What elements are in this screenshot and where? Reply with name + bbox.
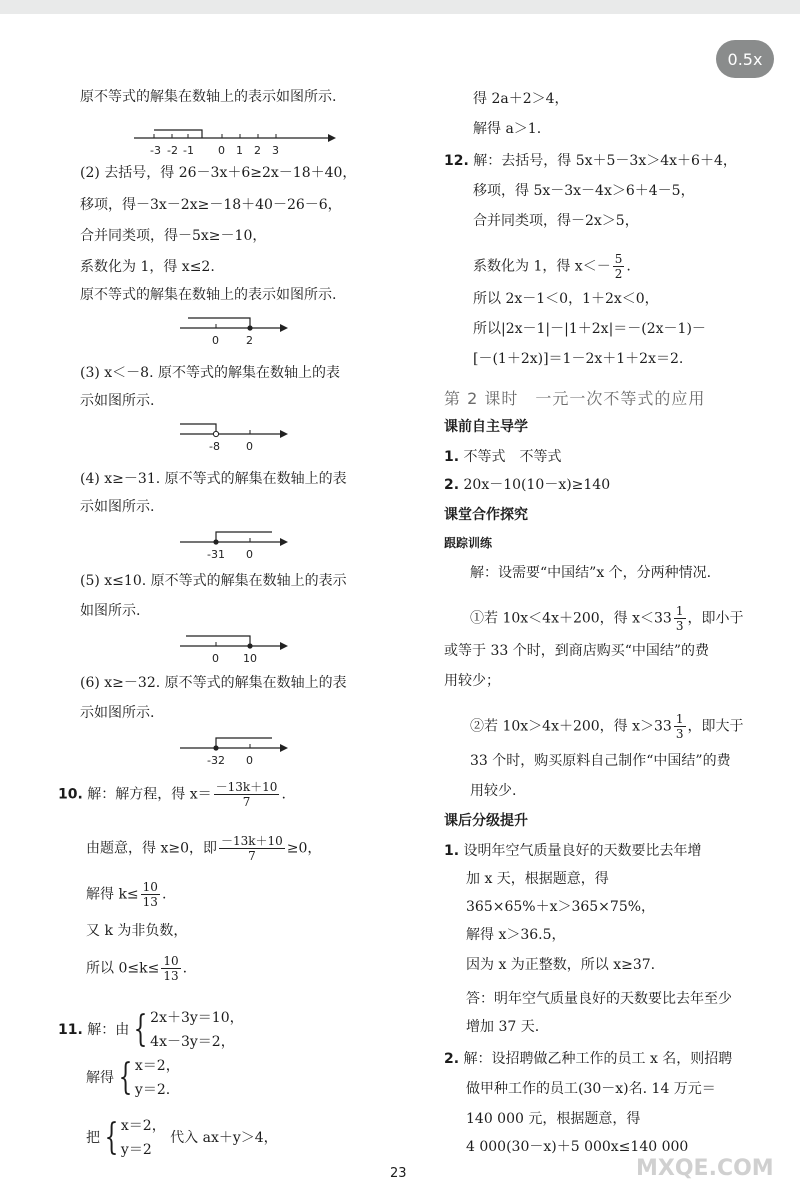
- line: 解得 { x＝2， y＝2.: [86, 1054, 180, 1102]
- tick-label: 3: [272, 144, 279, 157]
- subsection-heading: 跟踪训练: [444, 536, 493, 550]
- line: ②若 10x＞4x＋200，得 x＞33 $\frac{1}{3}$ ，即大于: [470, 712, 744, 741]
- question-11: 11. 解：由 { 2x＋3y＝10， 4x－3y＝2，: [58, 1006, 244, 1054]
- line: 140 000 元，根据题意，得: [466, 1111, 641, 1127]
- fraction: $\frac{-13k+10}{7}$: [220, 834, 283, 863]
- tick-label: 0: [212, 652, 219, 665]
- tick-label: -8: [209, 440, 220, 453]
- line: 所以 2x－1＜0，1＋2x＜0，: [473, 291, 659, 307]
- line: 如图所示.: [80, 603, 141, 619]
- tick-label: 10: [243, 652, 257, 665]
- line: 增加 37 天.: [466, 1019, 540, 1035]
- number-line-2: [178, 306, 298, 352]
- line: 做甲种工作的员工(30－x)名. 14 万元＝: [466, 1081, 716, 1097]
- line: (5) x≤10. 原不等式的解集在数轴上的表示: [80, 573, 347, 589]
- number-line-4: [178, 520, 298, 566]
- line: 示如图所示.: [80, 705, 155, 721]
- fraction: $\frac{10}{13}$: [163, 954, 179, 983]
- line: (4) x≥－31. 原不等式的解集在数轴上的表: [80, 471, 347, 487]
- line: 原不等式的解集在数轴上的表示如图所示.: [80, 287, 337, 303]
- number-line-5: [178, 624, 298, 670]
- answer-2: 2. 20x－10(10－x)≥140: [444, 477, 611, 493]
- line: 移项，得－3x－2x≥－18＋40－26－6，: [80, 197, 342, 213]
- line: 解得 x＞36.5，: [466, 927, 566, 943]
- line: 用较少；: [444, 673, 500, 689]
- tick-label: 1: [236, 144, 243, 157]
- question-10: 10. 解：解方程，得 x＝ $\frac{-13k+10}{7}$ .: [58, 780, 286, 809]
- section-heading: 课后分级提升: [444, 813, 528, 829]
- line: 所以|2x－1|－|1＋2x|＝－(2x－1)－: [473, 321, 706, 337]
- line: (6) x≥－32. 原不等式的解集在数轴上的表: [80, 675, 347, 691]
- line: 解得 a＞1.: [473, 121, 542, 137]
- tick-label: 2: [246, 334, 253, 347]
- section-heading: 课前自主导学: [444, 419, 528, 435]
- watermark: MXQE.COM: [636, 1156, 774, 1181]
- line: 解得 k≤ $\frac{10}{13}$ .: [86, 880, 167, 909]
- tick-label: 0: [246, 548, 253, 561]
- line: 答：明年空气质量良好的天数要比去年至少: [466, 991, 732, 1007]
- line: 或等于 33 个时，到商店购买“中国结”的费: [444, 643, 710, 659]
- equation-system: 2x＋3y＝10， 4x－3y＝2，: [150, 1010, 244, 1050]
- question-number: 11.: [58, 1022, 83, 1038]
- zoom-level-badge[interactable]: 0.5x: [716, 40, 774, 78]
- line: 解：设需要“中国结”x 个，分两种情况.: [470, 565, 712, 581]
- line: 用较少.: [470, 783, 517, 799]
- number-line-6: [178, 726, 298, 772]
- line: 由题意，得 x≥0，即 $\frac{-13k+10}{7}$ ≥0，: [86, 834, 322, 863]
- text: 解：解方程，得 x＝: [87, 786, 212, 803]
- line: 把 { x＝2， y＝2 代入 ax＋y＞4，: [86, 1114, 278, 1162]
- lesson-title: 第 2 课时 一元一次不等式的应用: [444, 389, 706, 408]
- section-heading: 课堂合作探究: [444, 507, 528, 523]
- question-12: 12. 解：去括号，得 5x＋5－3x＞4x＋6＋4，: [444, 153, 737, 169]
- fraction: $\frac{10}{13}$: [142, 880, 158, 909]
- line: 所以 0≤k≤ $\frac{10}{13}$ .: [86, 954, 188, 983]
- line: [－(1＋2x)]＝1－2x＋1＋2x＝2.: [473, 351, 684, 367]
- line: 合并同类项，得－2x＞5，: [473, 213, 639, 229]
- answer-1: 1. 不等式 不等式: [444, 449, 562, 465]
- line: 系数化为 1，得 x＜－ $\frac{5}{2}$ .: [473, 252, 631, 281]
- page-number: 23: [390, 1166, 407, 1181]
- paragraph: 原不等式的解集在数轴上的表示如图所示.: [80, 89, 337, 105]
- line: (3) x＜－8. 原不等式的解集在数轴上的表: [80, 365, 340, 381]
- answer-b2: 2. 解：设招聘做乙种工作的员工 x 名，则招聘: [444, 1051, 733, 1067]
- tick-label: -2: [167, 144, 178, 157]
- line: 33 个时，购买原料自己制作“中国结”的费: [470, 753, 731, 769]
- line: 365×65%＋x＞365×75%，: [466, 899, 656, 915]
- line: 又 k 为非负数，: [86, 923, 188, 939]
- number-line-3: [178, 412, 298, 458]
- tick-label: 0: [212, 334, 219, 347]
- fraction: $\frac{1}{3}$: [675, 604, 684, 633]
- fraction: $\frac{1}{3}$: [675, 712, 684, 741]
- tick-label: -32: [207, 754, 225, 767]
- line: 得 2a＋2＞4，: [473, 91, 569, 107]
- line: 移项，得 5x－3x－4x＞6＋4－5，: [473, 183, 695, 199]
- line: 因为 x 为正整数，所以 x≥37.: [466, 957, 656, 973]
- question-number: 12.: [444, 153, 469, 169]
- line: 4 000(30－x)＋5 000x≤140 000: [466, 1139, 689, 1155]
- line: (2) 去括号，得 26－3x＋6≥2x－18＋40，: [80, 165, 357, 181]
- line: ①若 10x＜4x＋200，得 x＜33 $\frac{1}{3}$ ，即小于: [470, 604, 744, 633]
- tick-label: -31: [207, 548, 225, 561]
- tick-label: 0: [218, 144, 225, 157]
- line: 示如图所示.: [80, 499, 155, 515]
- line: 系数化为 1，得 x≤2.: [80, 259, 215, 275]
- substitution-system: x＝2， y＝2: [120, 1118, 166, 1158]
- tick-label: 0: [246, 440, 253, 453]
- fraction: $\frac{5}{2}$: [614, 252, 623, 281]
- line: 加 x 天，根据题意，得: [466, 871, 609, 887]
- tick-label: -3: [150, 144, 161, 157]
- tick-label: 2: [254, 144, 261, 157]
- tick-label: -1: [183, 144, 194, 157]
- number-line-1: [130, 116, 340, 162]
- tick-label: 0: [246, 754, 253, 767]
- question-number: 10.: [58, 786, 83, 803]
- solution-system: x＝2， y＝2.: [134, 1058, 180, 1098]
- fraction: $\frac{-13k+10}{7}$: [215, 780, 278, 809]
- line: 示如图所示.: [80, 393, 155, 409]
- answer-b1: 1. 设明年空气质量良好的天数要比去年增: [444, 843, 702, 859]
- document-page: [0, 14, 800, 1193]
- line: 合并同类项，得－5x≥－10，: [80, 228, 267, 244]
